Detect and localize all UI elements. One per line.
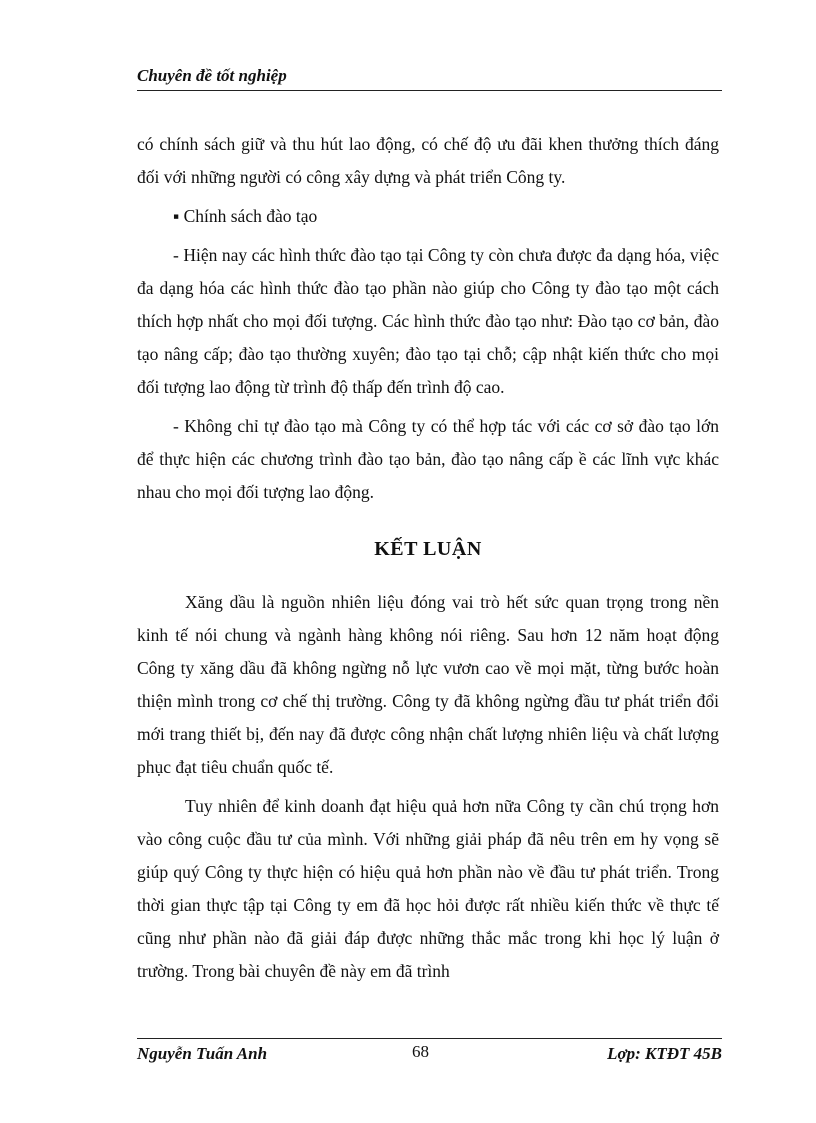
page-footer [137,1038,722,1069]
page-header [137,62,722,91]
conclusion-heading: KẾT LUẬN [374,538,482,560]
footer-author: Nguyễn Tuấn Anh [137,1044,268,1063]
document-body [137,128,719,988]
header-title: Chuyên đề tốt nghiệp [137,66,287,85]
conclusion-paragraph-2: Tuy nhiên để kinh doanh đạt hiệu quả hơn nữa Công ty cần chú trọng hơn vào công cuộc đầu tư của mình. Với những giải pháp đã nêu trên em hy vọng sẽ giúp quý Công ty thực hiện có hiệu quả hơn phần nào về đầu tư phát triển. Trong thời gian thực tập tại Công ty em đã học hỏi được rất nhiều kiến thức về thực tế cũng như phần nào đã giải đáp được những thắc mắc trong khi học lý luận ở trường. Trong bài chuyên đề này em đã trình [137,796,719,981]
paragraph-training-forms: - Hiện nay các hình thức đào tạo tại Công ty còn chưa được đa dạng hóa, việc đa dạng hóa các hình thức đào tạo phần nào giúp cho Công ty đào tạo một cách thích hợp nhất cho mọi đối tượng. Các hình thức đào tạo như: Đào tạo cơ bản, đào tạo nâng cấp; đào tạo thường xuyên; đào tạo tại chỗ; cập nhật kiến thức cho mọi đối tượng lao động từ trình độ thấp đến trình độ cao. [137,245,719,397]
conclusion-paragraph-1: Xăng dầu là nguồn nhiên liệu đóng vai trò hết sức quan trọng trong nền kinh tế nói chung và ngành hàng không nói riêng. Sau hơn 12 năm hoạt động Công ty xăng dầu đã không ngừng nỗ lực vươn cao về mọi mặt, từng bước hoàn thiện mình trong cơ chế thị trường. Công ty đã không ngừng đầu tư phát triển đổi mới trang thiết bị, đến nay đã được công nhận chất lượng nhiên liệu và chất lượng phục đạt tiêu chuẩn quốc tế. [137,592,719,777]
page-number: 68 [412,1042,429,1061]
paragraph-policy-continued: có chính sách giữ và thu hút lao động, có chế độ ưu đãi khen thưởng thích đáng đối với những người có công xây dựng và phát triển Công ty. [137,134,719,187]
paragraph-training-cooperation: - Không chỉ tự đào tạo mà Công ty có thể hợp tác với các cơ sở đào tạo lớn để thực hiện các chương trình đào tạo bản, đào tạo nâng cấp ề các lĩnh vực khác nhau cho mọi đối tượng lao động. [137,416,719,502]
bullet-training-policy: ▪ Chính sách đào tạo [173,206,318,226]
footer-class: Lợp: KTĐT 45B [607,1044,722,1063]
